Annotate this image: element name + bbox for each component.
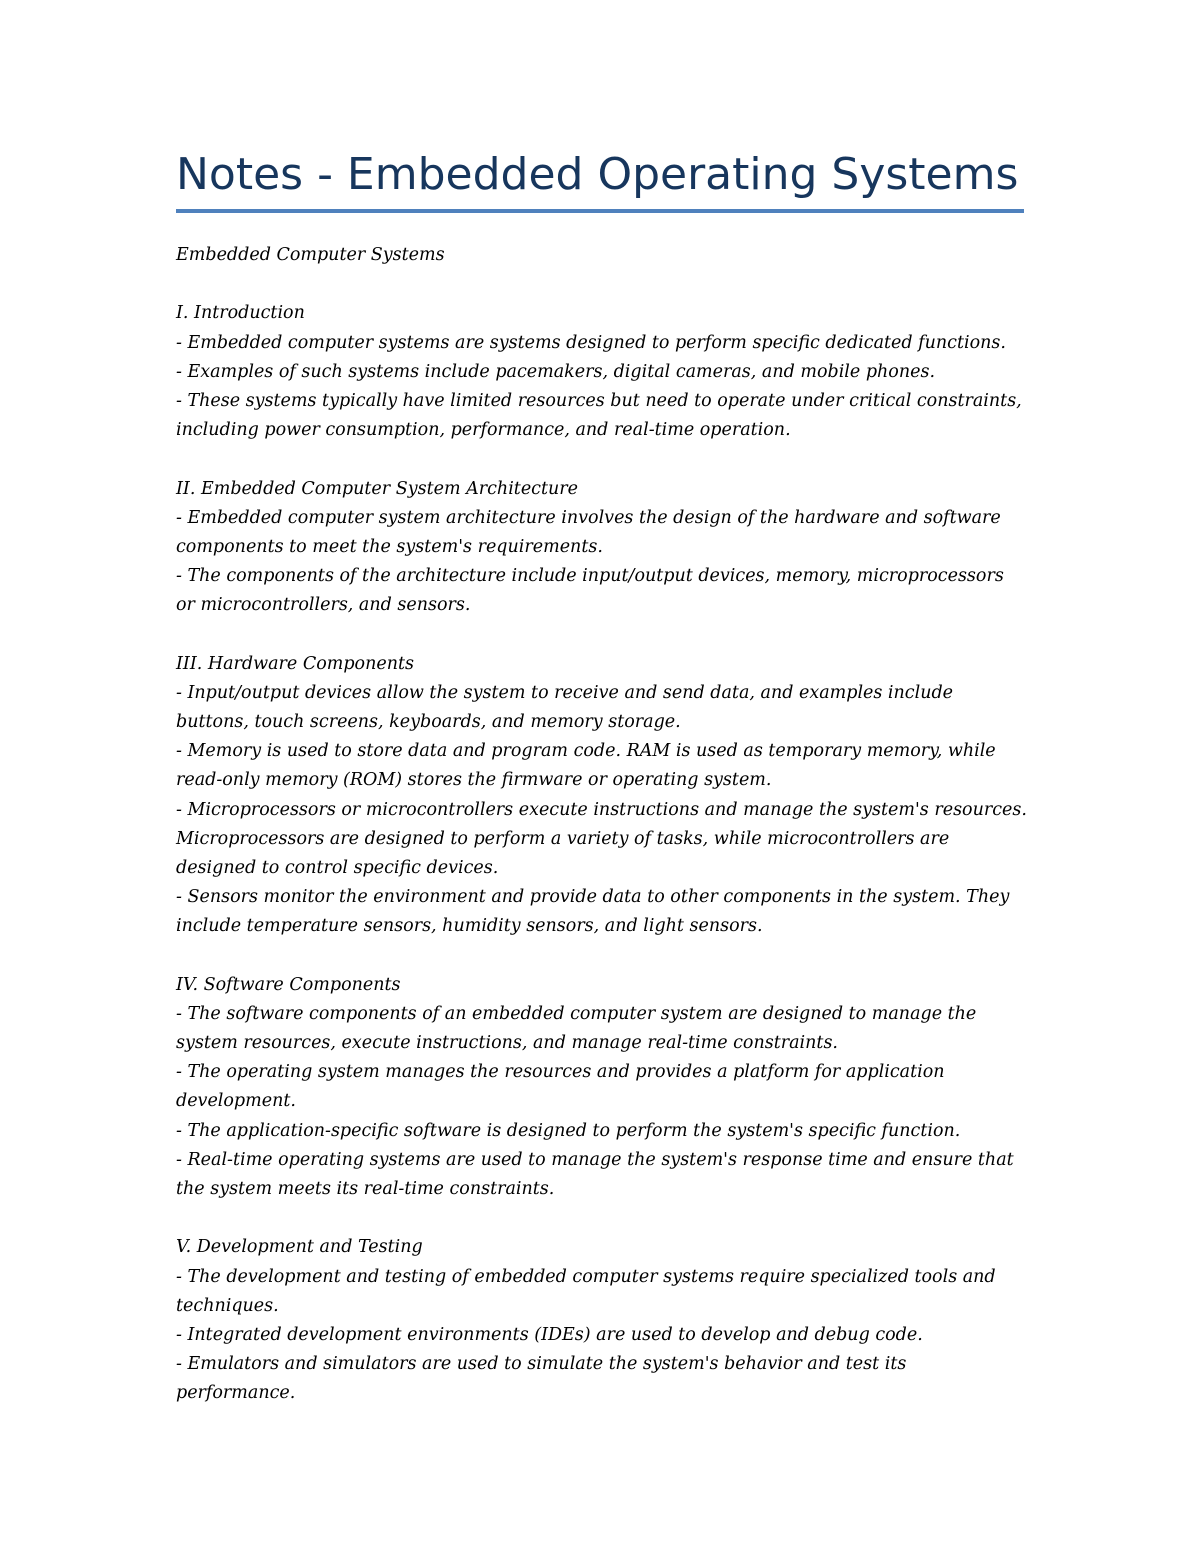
body-line: - Memory is used to store data and program code. RAM is used as temporary memory, while xyxy=(176,741,996,762)
section-introduction xyxy=(176,299,1024,445)
document-title: Notes - Embedded Operating Systems xyxy=(176,149,1019,200)
body-line: - Microprocessors or microcontrollers execute instructions and manage the system's resources. xyxy=(176,799,1027,820)
body-line: - Integrated development environments (IDEs) are used to develop and debug code. xyxy=(176,1324,923,1345)
body-line: - The software components of an embedded computer system are designed to manage the xyxy=(176,1003,977,1024)
body-line: the system meets its real-time constraints. xyxy=(176,1179,555,1199)
body-line: - The components of the architecture include input/output devices, memory, microprocessors xyxy=(176,566,1004,587)
paragraph-gap xyxy=(176,942,1024,971)
section-development-testing xyxy=(176,1233,1024,1408)
body-line: - Embedded computer systems are systems designed to perform specific dedicated functions. xyxy=(176,332,1006,353)
body-line: - Embedded computer system architecture involves the design of the hardware and software xyxy=(176,507,1001,528)
body-line: read-only memory (ROM) stores the firmware or operating system. xyxy=(176,770,772,791)
body-line: components to meet the system's requirements. xyxy=(176,536,603,557)
section-software-components xyxy=(176,971,1024,1205)
body-line: buttons, touch screens, keyboards, and memory storage. xyxy=(176,712,681,732)
body-line: - Sensors monitor the environment and provide data to other components in the system. They xyxy=(176,887,1010,908)
document-body xyxy=(176,241,1027,1409)
body-line: techniques. xyxy=(176,1295,279,1316)
body-line: performance. xyxy=(176,1383,296,1404)
body-line: - The development and testing of embedded computer systems require specialized tools and xyxy=(176,1266,996,1287)
body-line: system resources, execute instructions, and manage real-time constraints. xyxy=(176,1033,838,1054)
paragraph-gap xyxy=(176,270,1024,299)
paragraph-gap xyxy=(176,620,1024,649)
body-line: or microcontrollers, and sensors. xyxy=(176,595,471,616)
section-heading: II. Embedded Computer System Architecture xyxy=(176,478,579,499)
body-line: - Real-time operating systems are used to manage the system's response time and ensure that xyxy=(176,1149,1014,1170)
body-line: - The application-specific software is designed to perform the system's specific function. xyxy=(176,1120,961,1141)
paragraph-gap xyxy=(176,445,1024,474)
body-line: including power consumption, performance, and real-time operation. xyxy=(176,420,791,441)
title-underline xyxy=(176,209,1024,213)
body-line: development. xyxy=(176,1091,296,1112)
body-line: - Examples of such systems include pacemakers, digital cameras, and mobile phones. xyxy=(176,361,936,382)
section-architecture xyxy=(176,475,1024,621)
body-line: Microprocessors are designed to perform a variety of tasks, while microcontrollers are xyxy=(176,828,950,849)
body-line: - The operating system manages the resources and provides a platform for application xyxy=(176,1062,945,1083)
section-heading: III. Hardware Components xyxy=(176,653,414,674)
body-line: - Emulators and simulators are used to simulate the system's behavior and test its xyxy=(176,1354,907,1375)
paragraph-gap xyxy=(176,1204,1024,1233)
section-heading: I. Introduction xyxy=(176,303,305,324)
body-line: - Input/output devices allow the system to receive and send data, and examples include xyxy=(176,682,954,703)
section-heading: IV. Software Components xyxy=(176,974,401,995)
section-hardware-components xyxy=(176,650,1027,942)
document-subtitle: Embedded Computer Systems xyxy=(176,245,445,265)
body-line: designed to control specific devices. xyxy=(176,857,499,878)
body-line: include temperature sensors, humidity sensors, and light sensors. xyxy=(176,916,763,937)
section-heading: V. Development and Testing xyxy=(176,1237,423,1258)
body-line: - These systems typically have limited resources but need to operate under critical constraints, xyxy=(176,390,1022,411)
